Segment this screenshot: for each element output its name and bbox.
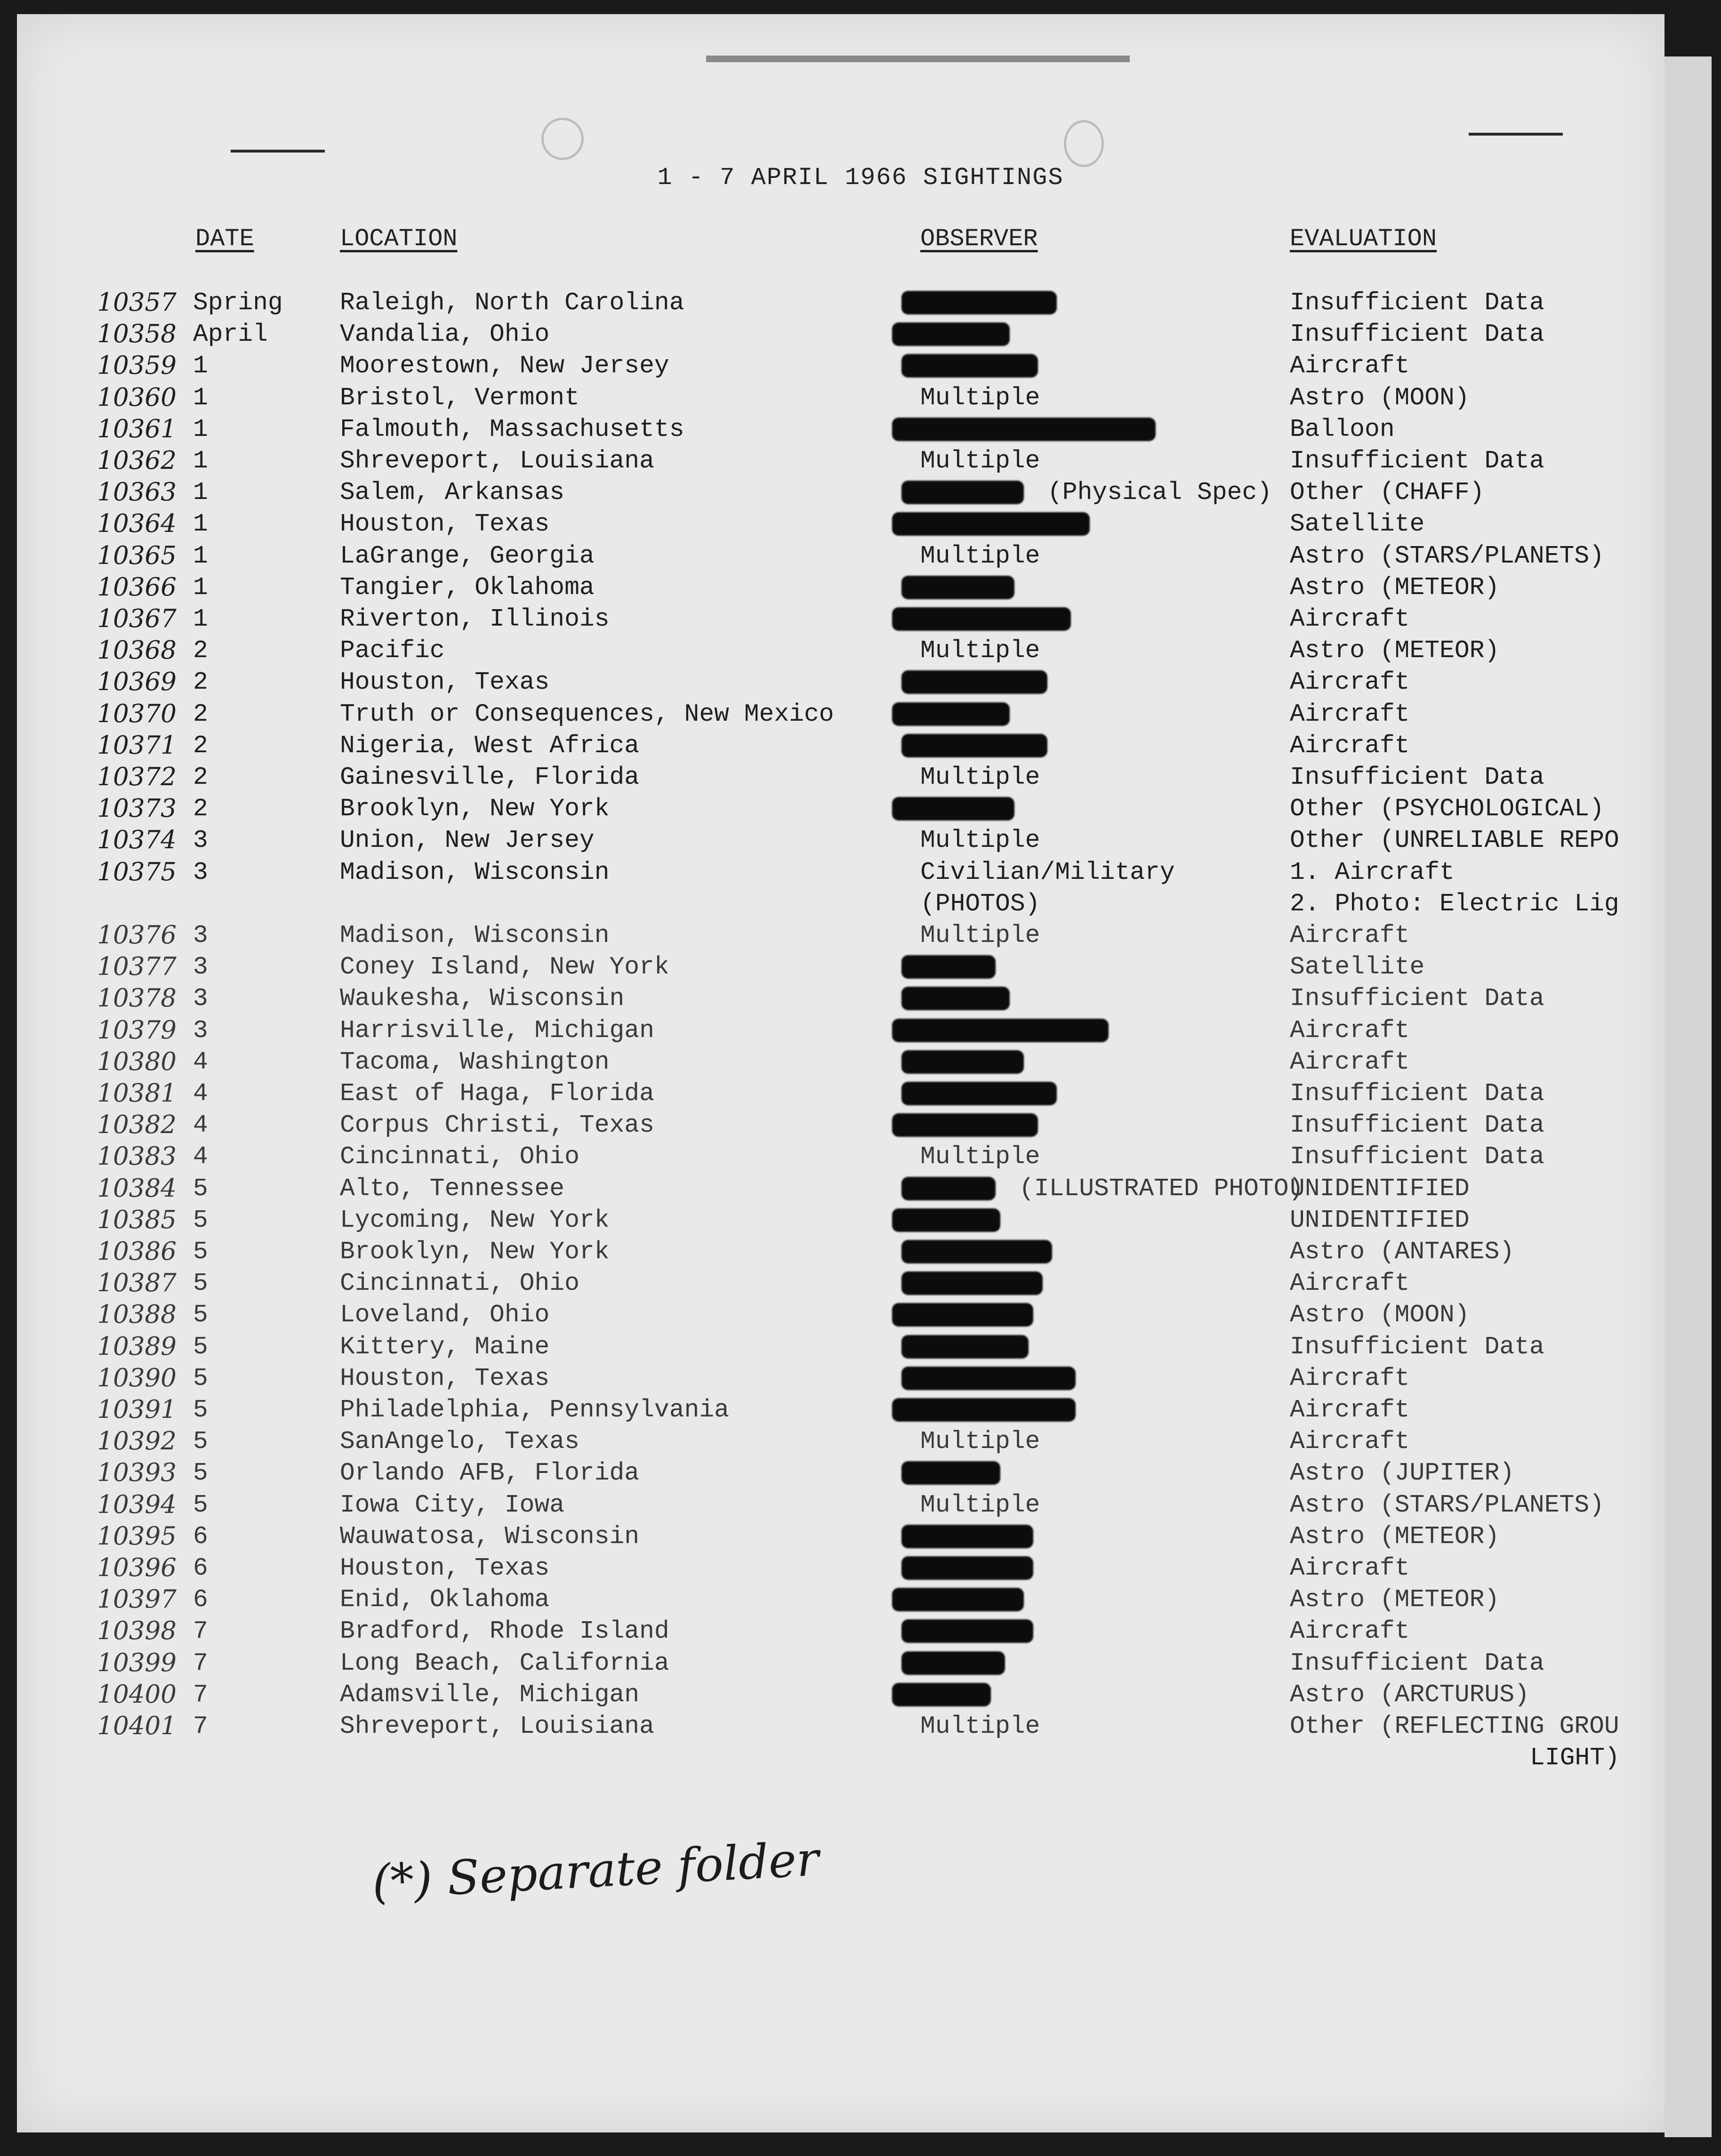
row-location: Wauwatosa, Wisconsin	[340, 1522, 640, 1551]
scan-mark	[231, 150, 325, 153]
row-observer: Multiple	[920, 1712, 1040, 1740]
table-row	[0, 1141, 1721, 1172]
ledger-number: 10389	[97, 1332, 177, 1361]
row-location: Truth or Consequences, New Mexico	[340, 700, 834, 728]
ledger-number: 10380	[97, 1047, 177, 1076]
row-date: 2	[193, 668, 208, 697]
row-location: Enid, Oklahoma	[340, 1585, 550, 1614]
row-date: 5	[193, 1490, 208, 1519]
row-evaluation: UNIDENTIFIED	[1290, 1174, 1470, 1203]
row-location: Houston, Texas	[340, 1554, 550, 1582]
row-observer-continued: (PHOTOS)	[920, 889, 1040, 918]
row-evaluation: UNIDENTIFIED	[1290, 1206, 1470, 1234]
row-location: Pacific	[340, 636, 445, 665]
row-location: Vandalia, Ohio	[340, 320, 550, 349]
row-date: 1	[193, 510, 208, 539]
row-location: Madison, Wisconsin	[340, 921, 610, 949]
ledger-number: 10398	[97, 1617, 177, 1646]
ledger-number: 10364	[97, 509, 177, 539]
redaction-bar	[892, 1683, 991, 1706]
table-row	[0, 350, 1721, 381]
row-location: Nigeria, West Africa	[340, 731, 640, 760]
ledger-number: 10400	[97, 1680, 177, 1709]
redaction-bar	[901, 1619, 1033, 1643]
table-row	[0, 445, 1721, 476]
ledger-number: 10366	[97, 572, 177, 602]
table-row	[0, 1584, 1721, 1615]
row-evaluation: Astro (METEOR)	[1290, 636, 1500, 665]
row-date: 5	[193, 1364, 208, 1392]
table-row	[0, 1299, 1721, 1330]
row-location: Raleigh, North Carolina	[340, 289, 684, 317]
row-date: 6	[193, 1585, 208, 1614]
row-date: 3	[193, 858, 208, 886]
redaction-bar	[901, 1335, 1029, 1359]
row-location: Riverton, Illinois	[340, 605, 610, 633]
ledger-number: 10369	[97, 668, 177, 697]
ledger-number: 10371	[97, 731, 177, 760]
row-date: 1	[193, 541, 208, 570]
ledger-number: 10377	[97, 952, 177, 981]
ledger-number: 10365	[97, 541, 177, 570]
scan-artifact	[706, 56, 1130, 62]
row-location: Philadelphia, Pennsylvania	[340, 1396, 729, 1424]
row-evaluation: Aircraft	[1290, 1047, 1410, 1076]
redaction-bar	[901, 1525, 1033, 1548]
redaction-bar	[892, 702, 1010, 726]
table-row	[0, 287, 1721, 318]
redaction-bar	[901, 1461, 1000, 1485]
row-date: 1	[193, 447, 208, 475]
ledger-number: 10390	[97, 1363, 177, 1392]
table-row	[0, 825, 1721, 856]
table-row	[0, 382, 1721, 413]
row-location: Bristol, Vermont	[340, 383, 579, 412]
row-evaluation: Astro (METEOR)	[1290, 1522, 1500, 1551]
row-location: Alto, Tennessee	[340, 1174, 565, 1203]
table-row	[0, 762, 1721, 793]
ledger-number: 10361	[97, 414, 177, 443]
ledger-number: 10357	[97, 288, 177, 317]
row-observer: Multiple	[920, 636, 1040, 665]
row-location: East of Haga, Florida	[340, 1079, 654, 1108]
row-evaluation: Astro (STARS/PLANETS)	[1290, 541, 1604, 570]
row-date: 3	[193, 984, 208, 1013]
row-evaluation: Astro (MOON)	[1290, 383, 1470, 412]
row-date: 5	[193, 1206, 208, 1234]
ledger-number: 10374	[97, 826, 177, 855]
table-row	[0, 1711, 1721, 1742]
row-location: Union, New Jersey	[340, 826, 595, 855]
row-date: 2	[193, 795, 208, 823]
ledger-number: 10362	[97, 446, 177, 475]
row-date: 3	[193, 953, 208, 981]
row-evaluation: Astro (STARS/PLANETS)	[1290, 1490, 1604, 1519]
ledger-number: 10368	[97, 636, 177, 665]
table-row	[0, 1236, 1721, 1267]
redaction-bar	[892, 322, 1010, 346]
row-location: Kittery, Maine	[340, 1332, 550, 1361]
row-location: Cincinnati, Ohio	[340, 1142, 579, 1171]
redaction-bar	[901, 1177, 996, 1200]
table-row	[0, 793, 1721, 824]
row-evaluation: Aircraft	[1290, 1554, 1410, 1582]
table-row	[0, 414, 1721, 445]
redaction-bar	[901, 1082, 1057, 1105]
header-evaluation: EVALUATION	[1290, 225, 1437, 253]
row-evaluation: Insufficient Data	[1290, 1111, 1544, 1140]
row-date: 6	[193, 1522, 208, 1551]
row-date: 3	[193, 921, 208, 949]
row-date: 5	[193, 1301, 208, 1329]
ledger-number: 10360	[97, 383, 177, 412]
table-row	[0, 319, 1721, 350]
ledger-number: 10385	[97, 1205, 177, 1234]
table-row	[0, 1489, 1721, 1520]
row-evaluation: Insufficient Data	[1290, 447, 1544, 475]
table-row	[0, 920, 1721, 951]
redaction-bar	[901, 1556, 1033, 1580]
ledger-number: 10395	[97, 1521, 177, 1551]
row-evaluation: Insufficient Data	[1290, 320, 1544, 349]
row-date: 7	[193, 1649, 208, 1677]
table-row	[0, 635, 1721, 666]
redaction-bar	[901, 576, 1014, 599]
redaction-bar	[901, 670, 1047, 694]
table-row	[0, 1457, 1721, 1488]
table-row	[0, 667, 1721, 698]
row-location: Adamsville, Michigan	[340, 1680, 640, 1709]
row-evaluation: Insufficient Data	[1290, 763, 1544, 791]
row-evaluation: Aircraft	[1290, 1016, 1410, 1045]
table-row	[0, 730, 1721, 761]
row-location: Waukesha, Wisconsin	[340, 984, 625, 1013]
row-evaluation: Astro (JUPITER)	[1290, 1459, 1515, 1488]
row-date: 1	[193, 415, 208, 443]
redaction-bar	[892, 797, 1014, 821]
ledger-number: 10399	[97, 1648, 177, 1677]
row-evaluation: Other (REFLECTING GROU	[1290, 1712, 1619, 1740]
row-observer: Multiple	[920, 541, 1040, 570]
ledger-number: 10376	[97, 921, 177, 949]
row-observer: (ILLUSTRATED PHOTO)	[1019, 1174, 1304, 1203]
row-evaluation: Aircraft	[1290, 1364, 1410, 1392]
row-evaluation: Astro (ARCTURUS)	[1290, 1680, 1529, 1709]
row-location: Cincinnati, Ohio	[340, 1269, 579, 1298]
row-location: Loveland, Ohio	[340, 1301, 550, 1329]
row-date: Spring	[193, 289, 283, 317]
row-evaluation: Astro (MOON)	[1290, 1301, 1470, 1329]
row-date: 5	[193, 1332, 208, 1361]
table-row	[0, 1521, 1721, 1552]
row-evaluation: Insufficient Data	[1290, 1649, 1544, 1677]
ledger-number: 10381	[97, 1079, 177, 1108]
redaction-bar	[901, 1651, 1005, 1675]
row-location: Tacoma, Washington	[340, 1047, 610, 1076]
ledger-number: 10387	[97, 1269, 177, 1298]
redaction-bar	[901, 291, 1057, 314]
row-date: 6	[193, 1554, 208, 1582]
table-row	[0, 951, 1721, 982]
row-date: 7	[193, 1680, 208, 1709]
row-observer: Multiple	[920, 826, 1040, 855]
row-evaluation: Other (CHAFF)	[1290, 478, 1485, 507]
row-evaluation-continued: 2. Photo: Electric Lig	[1290, 889, 1619, 918]
row-location: Gainesville, Florida	[340, 763, 640, 791]
table-row	[0, 1363, 1721, 1394]
row-date: 7	[193, 1712, 208, 1740]
redaction-bar	[901, 1240, 1052, 1263]
redaction-bar	[892, 1303, 1033, 1327]
redaction-bar	[901, 1271, 1043, 1295]
row-observer: Multiple	[920, 921, 1040, 949]
table-row	[0, 1173, 1721, 1204]
row-location: Bradford, Rhode Island	[340, 1617, 669, 1646]
row-evaluation: Aircraft	[1290, 605, 1410, 633]
row-date: April	[193, 320, 268, 349]
row-date: 4	[193, 1111, 208, 1140]
table-row	[0, 1616, 1721, 1647]
redaction-bar	[901, 734, 1047, 757]
redaction-bar	[892, 512, 1090, 536]
page-title: 1 - 7 APRIL 1966 SIGHTINGS	[657, 164, 1064, 192]
ledger-number: 10375	[97, 857, 177, 886]
redaction-bar	[892, 607, 1071, 631]
row-date: 1	[193, 605, 208, 633]
row-evaluation: Aircraft	[1290, 1427, 1410, 1456]
table-row	[0, 857, 1721, 888]
row-date: 5	[193, 1396, 208, 1424]
ledger-number: 10383	[97, 1142, 177, 1171]
ledger-number: 10359	[97, 351, 177, 380]
table-row	[0, 1015, 1721, 1046]
row-date: 5	[193, 1459, 208, 1488]
redaction-bar	[901, 481, 1024, 504]
handwritten-note: (*) Separate folder	[370, 1831, 820, 1910]
row-evaluation: Aircraft	[1290, 921, 1410, 949]
row-evaluation: Satellite	[1290, 510, 1425, 539]
punch-hole	[1064, 120, 1104, 167]
scan-mark	[1469, 133, 1563, 136]
header-date: DATE	[195, 225, 254, 253]
row-observer: Multiple	[920, 383, 1040, 412]
row-date: 4	[193, 1047, 208, 1076]
row-location: Houston, Texas	[340, 668, 550, 697]
row-evaluation: Insufficient Data	[1290, 289, 1544, 317]
row-location: SanAngelo, Texas	[340, 1427, 579, 1456]
row-location: Iowa City, Iowa	[340, 1490, 565, 1519]
table-row	[0, 477, 1721, 508]
row-observer: Multiple	[920, 1142, 1040, 1171]
ledger-number: 10372	[97, 763, 177, 791]
row-location: Shreveport, Louisiana	[340, 1712, 654, 1740]
row-evaluation: Aircraft	[1290, 700, 1410, 728]
row-date: 5	[193, 1174, 208, 1203]
row-location: Long Beach, California	[340, 1649, 669, 1677]
ledger-number: 10363	[97, 478, 177, 507]
redaction-bar	[892, 1019, 1109, 1042]
row-location: Houston, Texas	[340, 510, 550, 539]
row-evaluation: Insufficient Data	[1290, 1332, 1544, 1361]
row-date: 1	[193, 383, 208, 412]
row-location: Corpus Christi, Texas	[340, 1111, 654, 1140]
table-row	[0, 1394, 1721, 1425]
row-observer: Civilian/Military	[920, 858, 1175, 886]
row-evaluation: Insufficient Data	[1290, 984, 1544, 1013]
punch-hole	[541, 118, 584, 160]
redaction-bar	[901, 955, 996, 979]
row-evaluation: 1. Aircraft	[1290, 858, 1455, 886]
row-date: 3	[193, 826, 208, 855]
row-date: 5	[193, 1269, 208, 1298]
table-row	[0, 572, 1721, 603]
ledger-number: 10373	[97, 794, 177, 823]
table-row	[0, 1648, 1721, 1679]
row-date: 4	[193, 1079, 208, 1108]
ledger-number: 10394	[97, 1490, 177, 1519]
row-location: Houston, Texas	[340, 1364, 550, 1392]
table-row	[0, 1426, 1721, 1457]
ledger-number: 10388	[97, 1300, 177, 1329]
row-location: Tangier, Oklahoma	[340, 573, 595, 602]
row-evaluation: Balloon	[1290, 415, 1395, 443]
ledger-number: 10396	[97, 1553, 177, 1582]
ledger-number: 10378	[97, 984, 177, 1013]
header-observer: OBSERVER	[920, 225, 1038, 253]
table-row	[0, 1078, 1721, 1109]
row-evaluation: Aircraft	[1290, 668, 1410, 697]
ledger-number: 10384	[97, 1174, 177, 1203]
row-location: Moorestown, New Jersey	[340, 352, 669, 380]
row-evaluation: Aircraft	[1290, 1396, 1410, 1424]
row-evaluation: Other (PSYCHOLOGICAL)	[1290, 795, 1604, 823]
table-row-continuation	[0, 1742, 1721, 1773]
redaction-bar	[901, 354, 1038, 378]
ledger-number: 10382	[97, 1110, 177, 1140]
row-location: Coney Island, New York	[340, 953, 669, 981]
row-location: Orlando AFB, Florida	[340, 1459, 640, 1488]
ledger-number: 10397	[97, 1585, 177, 1614]
row-date: 2	[193, 731, 208, 760]
redaction-bar	[892, 418, 1156, 441]
row-date: 5	[193, 1238, 208, 1266]
row-date: 2	[193, 700, 208, 728]
row-date: 1	[193, 352, 208, 380]
redaction-bar	[892, 1588, 1024, 1611]
table-row	[0, 1679, 1721, 1710]
table-row	[0, 1268, 1721, 1299]
ledger-number: 10386	[97, 1237, 177, 1266]
ledger-number: 10370	[97, 699, 177, 728]
row-location: Brooklyn, New York	[340, 1238, 610, 1266]
table-row	[0, 508, 1721, 539]
row-observer: Multiple	[920, 1490, 1040, 1519]
redaction-bar	[901, 1050, 1024, 1074]
ledger-number: 10401	[97, 1712, 177, 1740]
ledger-number: 10367	[97, 604, 177, 633]
table-row	[0, 983, 1721, 1014]
row-observer: Multiple	[920, 447, 1040, 475]
row-location: LaGrange, Georgia	[340, 541, 595, 570]
redaction-bar	[892, 1398, 1076, 1422]
table-row-continuation	[0, 888, 1721, 919]
table-row	[0, 1331, 1721, 1362]
row-evaluation-continued: LIGHT)	[1530, 1744, 1620, 1772]
redaction-bar	[892, 1208, 1000, 1232]
row-date: 5	[193, 1427, 208, 1456]
row-evaluation: Aircraft	[1290, 731, 1410, 760]
row-evaluation: Aircraft	[1290, 1617, 1410, 1646]
ledger-number: 10393	[97, 1458, 177, 1488]
header-location: LOCATION	[340, 225, 458, 253]
row-location: Madison, Wisconsin	[340, 858, 610, 886]
row-evaluation: Astro (METEOR)	[1290, 1585, 1500, 1614]
table-row	[0, 1046, 1721, 1078]
row-location: Shreveport, Louisiana	[340, 447, 654, 475]
row-date: 1	[193, 573, 208, 602]
row-location: Salem, Arkansas	[340, 478, 565, 507]
table-row	[0, 1110, 1721, 1141]
row-observer: Multiple	[920, 763, 1040, 791]
ledger-number: 10358	[97, 320, 177, 349]
row-date: 2	[193, 636, 208, 665]
redaction-bar	[892, 1113, 1038, 1137]
row-evaluation: Insufficient Data	[1290, 1079, 1544, 1108]
redaction-bar	[901, 1367, 1076, 1390]
row-date: 2	[193, 763, 208, 791]
row-evaluation: Other (UNRELIABLE REPO	[1290, 826, 1619, 855]
row-evaluation: Satellite	[1290, 953, 1425, 981]
row-date: 7	[193, 1617, 208, 1646]
row-location: Falmouth, Massachusetts	[340, 415, 684, 443]
table-row	[0, 1553, 1721, 1584]
row-date: 4	[193, 1142, 208, 1171]
row-evaluation: Aircraft	[1290, 1269, 1410, 1298]
table-row	[0, 540, 1721, 571]
row-evaluation: Aircraft	[1290, 352, 1410, 380]
ledger-number: 10392	[97, 1427, 177, 1456]
table-row	[0, 1205, 1721, 1236]
row-observer: Multiple	[920, 1427, 1040, 1456]
row-location: Harrisville, Michigan	[340, 1016, 654, 1045]
row-location: Lycoming, New York	[340, 1206, 610, 1234]
ledger-number: 10379	[97, 1015, 177, 1045]
ledger-number: 10391	[97, 1395, 177, 1424]
row-date: 1	[193, 478, 208, 507]
row-evaluation: Insufficient Data	[1290, 1142, 1544, 1171]
row-observer: (Physical Spec)	[1047, 478, 1272, 507]
row-evaluation: Astro (METEOR)	[1290, 573, 1500, 602]
row-location: Brooklyn, New York	[340, 795, 610, 823]
table-row	[0, 699, 1721, 730]
row-evaluation: Astro (ANTARES)	[1290, 1238, 1515, 1266]
redaction-bar	[901, 987, 1010, 1010]
row-date: 3	[193, 1016, 208, 1045]
table-row	[0, 603, 1721, 635]
